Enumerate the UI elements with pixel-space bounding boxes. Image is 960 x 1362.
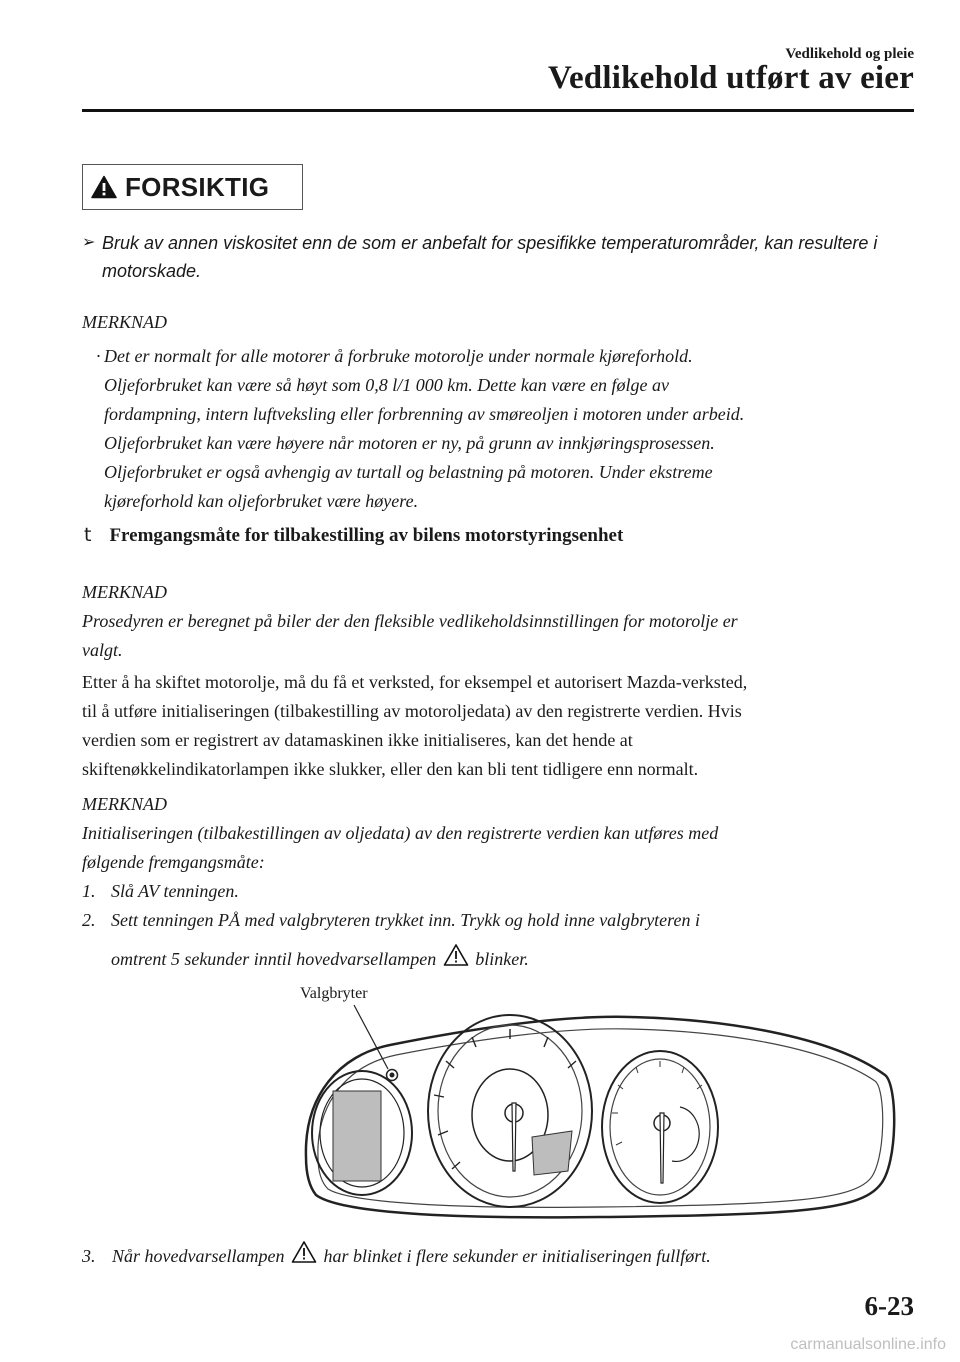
note-3: [82, 790, 922, 974]
step-1: [82, 877, 922, 906]
step-text-part: blinker.: [475, 949, 529, 969]
valgbryter-callout-label: Valgbryter: [300, 985, 368, 1002]
step-text: Slå AV tenningen.: [111, 881, 239, 901]
step-text-cont: [111, 943, 922, 974]
note-2: [82, 578, 922, 665]
header-rule: [82, 109, 914, 112]
step-number: 1.: [82, 881, 96, 901]
step-3: [82, 1240, 922, 1271]
paragraph-line: verdien som er registrert av datamaskinen ikke initialiseres, kan det hende at: [82, 730, 633, 750]
arrow-bullet-icon: ➢: [82, 234, 96, 251]
step-number: 2.: [82, 910, 96, 930]
note-line: Oljeforbruket kan være så høyt som 0,8 l/1 000 km. Dette kan være en følge av: [104, 375, 670, 395]
note-line: fordampning, intern luftveksling eller forbrenning av smøreoljen i motoren under arbeid.: [104, 404, 745, 424]
note-label: MERKNAD: [82, 794, 167, 814]
step-text-part: omtrent 5 sekunder inntil hovedvarsellampen: [111, 949, 437, 969]
note-line: Det er normalt for alle motorer å forbruke motorolje under normale kjøreforhold.: [104, 346, 693, 366]
step-text: Sett tenningen PÅ med valgbryteren trykket inn. Trykk og hold inne valgbryteren i: [111, 910, 700, 930]
step-text-part: Når hovedvarsellampen: [112, 1246, 285, 1266]
paragraph-line: skiftenøkkelindikatorlampen ikke slukker, eller den kan bli tent tidligere enn normalt.: [82, 759, 699, 779]
header-section: Vedlikehold og pleie: [785, 46, 914, 62]
step-number: 3.: [82, 1246, 96, 1266]
watermark: carmanualsonline.info: [790, 1336, 946, 1353]
paragraph-line: Etter å ha skiftet motorolje, må du få et verksted, for eksempel et autorisert Mazda-verksted,: [82, 672, 748, 692]
page-number: 6-23: [864, 1291, 914, 1321]
note-label: MERKNAD: [82, 582, 167, 602]
caution-box: [82, 164, 303, 210]
caution-item: [82, 229, 922, 285]
bullet-dot: ·: [96, 346, 101, 366]
step-2: [82, 906, 922, 974]
note-body: [96, 342, 924, 516]
note-label: MERKNAD: [82, 312, 167, 332]
note-line: kjøreforhold kan oljeforbruket være høyere.: [104, 491, 419, 511]
note-line: Oljeforbruket er også avhengig av turtall og belastning på motoren. Under ekstreme: [104, 462, 713, 482]
cluster-drawing: [300, 985, 900, 1225]
step-text-part: har blinket i flere sekunder er initialiseringen fullført.: [323, 1246, 711, 1266]
note-line: valgt.: [82, 640, 123, 660]
instrument-cluster-figure: [300, 985, 900, 1225]
note-line: Initialiseringen (tilbakestillingen av oljedata) av den registrerte verdien kan utføres med: [82, 823, 719, 843]
caution-title: FORSIKTIG: [125, 171, 270, 202]
section-heading-text: Fremgangsmåte for tilbakestilling av bilens motorstyringsenhet: [109, 525, 624, 546]
paragraph-line: til å utføre initialiseringen (tilbakestilling av motoroljedata) av den registrerte verdien. Hvis: [82, 701, 742, 721]
section-heading: [84, 524, 623, 547]
section-symbol: t: [84, 524, 92, 546]
note-line: Oljeforbruket kan være høyere når motoren er ny, på grunn av innkjøringsprosessen.: [104, 433, 715, 453]
note-line: Prosedyren er beregnet på biler der den fleksible vedlikeholdsinnstillingen for motorolje er: [82, 611, 738, 631]
body-paragraph: [82, 668, 932, 784]
page-title: Vedlikehold utført av eier: [547, 60, 914, 96]
master-warning-icon: [291, 1240, 317, 1264]
warning-triangle-icon: [91, 175, 117, 199]
note-line: følgende fremgangsmåte:: [82, 852, 265, 872]
caution-item-text: Bruk av annen viskositet enn de som er anbefalt for spesifikke temperaturområder, kan resultere i motorskade.: [102, 233, 878, 281]
master-warning-icon: [443, 943, 469, 967]
